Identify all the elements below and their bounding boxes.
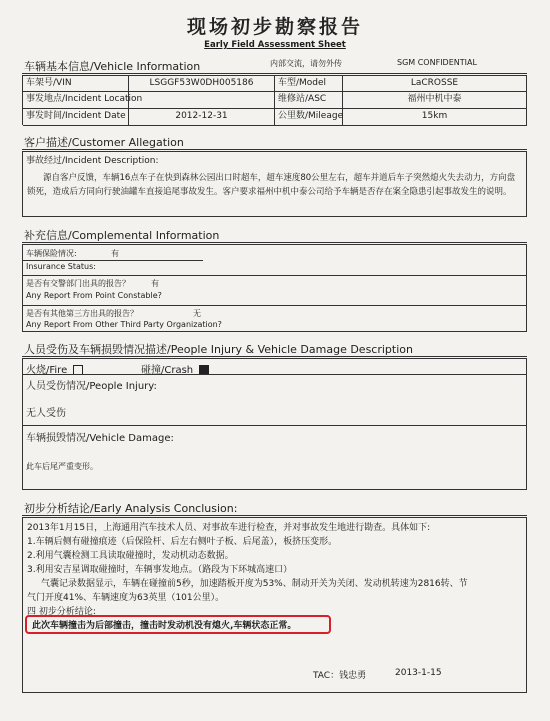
conclusion-text: 此次车辆撞击为后部撞击，撞击时发动机没有熄火,车辆状态正常。 <box>32 621 297 631</box>
vin-label: 车架号/VIN <box>23 76 129 92</box>
sign-date: 2013-1-15 <box>395 668 442 678</box>
police-label-en: Any Report From Point Constable? <box>26 291 162 300</box>
allegation-box <box>22 151 527 217</box>
asc-value: 福州中机中泰 <box>343 92 527 109</box>
police-value: 有 <box>151 279 159 288</box>
damage-box <box>22 358 527 490</box>
insurance-label-en: Insurance Status: <box>26 262 96 271</box>
damage-section-divider <box>22 356 527 357</box>
mileage-label: 公里数/Mileage <box>275 109 343 126</box>
insurance-label-cn: 车辆保险情况: <box>26 249 77 258</box>
insurance-underline <box>23 260 203 261</box>
analysis-line-2: 1.车辆后侧有碰撞痕迹（后保险杆、后左右侧叶子板、后尾盖），板挤压变形。 <box>27 537 338 547</box>
vin-value: LSGGF53W0DH005186 <box>129 76 275 92</box>
injury-label: 人员受伤情况/People Injury: <box>26 381 157 392</box>
vehicle-table <box>22 75 527 125</box>
injury-value: 无人受伤 <box>26 408 66 419</box>
complement-row-divider-1 <box>23 275 526 276</box>
complement-box <box>22 244 527 332</box>
third-party-label-en: Any Report From Other Third Party Organization? <box>26 320 222 329</box>
insurance-value: 有 <box>111 249 119 258</box>
vehicle-section-divider <box>22 73 527 74</box>
analysis-line-4: 3.利用安吉星调取碰撞时，车辆事发地点。（路段为下环城高速口） <box>27 565 293 575</box>
location-value <box>129 92 275 109</box>
vehicle-section-title: 车辆基本信息/Vehicle Information <box>24 60 201 73</box>
allegation-section-divider <box>22 149 527 150</box>
crash-label-text: 碰撞/Crash <box>141 365 194 376</box>
complement-section-divider <box>22 242 527 243</box>
police-label-cn: 是否有交警部门出具的报告？ <box>26 279 130 288</box>
model-label: 车型/Model <box>275 76 343 92</box>
analysis-section-divider <box>22 515 527 516</box>
analysis-line-3: 2.利用气囊检测工具读取碰撞时，发动机动态数据。 <box>27 551 234 561</box>
analysis-line-7: 四 初步分析结论: <box>27 607 96 617</box>
complement-section-title: 补充信息/Complemental Information <box>24 229 220 242</box>
analysis-section-title: 初步分析结论/Early Analysis Conclusion: <box>24 502 238 515</box>
asc-label: 维修站/ASC <box>275 92 343 109</box>
page-subtitle: Early Field Assessment Sheet <box>204 40 346 50</box>
third-party-value: 无 <box>193 309 201 318</box>
confidential-en: SGM CONFIDENTIAL <box>397 58 477 67</box>
damage-row-divider-1 <box>23 374 526 375</box>
fire-label-text: 火烧/Fire <box>26 365 68 376</box>
analysis-line-6: 气门开度41%、车辆速度为63英里（101公里）。 <box>27 593 225 603</box>
analysis-box <box>22 517 527 693</box>
signature: TAC：钱忠勇 <box>313 671 367 681</box>
incident-description-label: 事故经过/Incident Description: <box>26 156 159 166</box>
page-title: 现场初步勘察报告 <box>186 16 363 38</box>
date-label: 事发时间/Incident Date <box>23 109 129 126</box>
allegation-section-title: 客户描述/Customer Allegation <box>24 136 184 149</box>
model-value: LaCROSSE <box>343 76 527 92</box>
analysis-line-1: 2013年1月15日，上海通用汽车技术人员、对事故车进行检查，并对事故发生地进行勘查。具体如下: <box>27 523 431 533</box>
mileage-value: 15km <box>343 109 527 126</box>
analysis-line-5: 气囊记录数据显示，车辆在碰撞前5秒，加速踏板开度为53%、制动开关为关闭、发动机转速为2816转、节 <box>41 579 468 589</box>
vehicle-damage-value: 此车后尾严重变形。 <box>26 462 98 471</box>
date-value: 2012-12-31 <box>129 109 275 126</box>
damage-row-divider-2 <box>23 425 526 426</box>
confidential-cn: 内部交流，请勿外传 <box>270 59 342 68</box>
incident-description-text: 源自客户反馈，车辆16点车子在快到森林公园出口时超车，超车速度80公里左右，超车并道后车子突然熄火失去动力，方向盘锁死，造成后方同向行驶油罐车直接追尾事故发生。客户要求福州中机中泰公司给予车辆是否存在案全隐患引起事故发生的说明。 <box>27 173 516 197</box>
vehicle-damage-label: 车辆损毁情况/Vehicle Damage: <box>26 433 174 444</box>
third-party-label-cn: 是否有其他第三方出具的报告？ <box>26 309 138 318</box>
damage-section-title: 人员受伤及车辆损毁情况描述/People Injury & Vehicle Damage Description <box>24 343 413 356</box>
location-label: 事发地点/Incident Location <box>23 92 129 109</box>
complement-row-divider-2 <box>23 305 526 306</box>
